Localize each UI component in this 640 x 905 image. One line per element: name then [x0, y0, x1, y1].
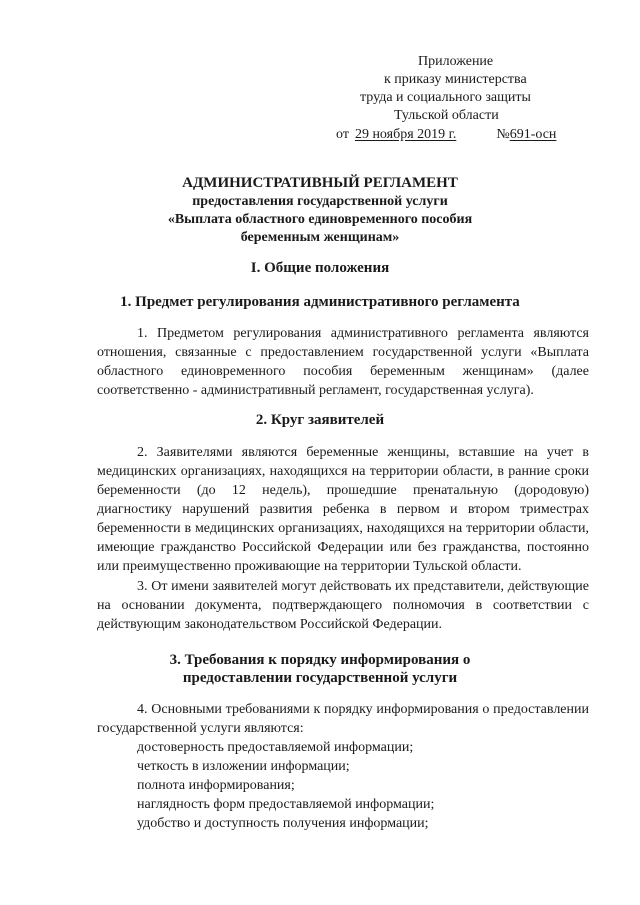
appendix-line-2: к приказу министерства	[384, 72, 527, 87]
appendix-date-line	[330, 126, 590, 144]
order-date: 29 ноября 2019 г.	[354, 127, 457, 142]
subtitle-line-1: предоставления государственной услуги	[192, 194, 448, 209]
paragraph-1	[97, 324, 589, 400]
section-heading-general: I. Общие положения	[250, 260, 390, 276]
date-prefix: от	[336, 127, 349, 142]
subsection-heading-applicants: 2. Круг заявителей	[255, 412, 385, 428]
informing-heading-line-1: 3. Требования к порядку информирования о	[169, 652, 471, 668]
paragraph-3	[97, 577, 589, 634]
list-item: четкость в изложении информации;	[137, 759, 350, 774]
paragraph-4-text: 4. Основными требованиями к порядку информирования о предоставлении государственной услуги являются:	[97, 702, 589, 736]
list-item: полнота информирования;	[137, 778, 295, 793]
appendix-line-4: Тульской области	[394, 108, 499, 123]
document-subtitle	[0, 193, 640, 247]
subsection-heading-subject: 1. Предмет регулирования административного регламента	[120, 294, 520, 310]
number-value: 691-осн	[509, 127, 557, 142]
paragraph-4	[97, 700, 589, 738]
subtitle-line-2: «Выплата областного единовременного пособия	[167, 212, 473, 227]
document-title: АДМИНИСТРАТИВНЫЙ РЕГЛАМЕНТ	[182, 175, 458, 191]
list-item: достоверность предоставляемой информации;	[137, 740, 414, 755]
appendix-line-3: труда и социального защиты	[360, 90, 531, 105]
subsection-heading-informing	[0, 651, 640, 687]
subtitle-line-3: беременным женщинам»	[240, 230, 400, 245]
requirements-list	[137, 738, 434, 833]
paragraph-1-text: 1. Предметом регулирования административного регламента являются отношения, связанные с предоставлением государственной услуги «Выплата областного единовременного пособия беременным женщинам» (далее соответственно - административный регламент, государственная услуга).	[97, 326, 589, 398]
appendix-header	[330, 53, 590, 144]
paragraph-2	[97, 443, 589, 576]
list-item: удобство и доступность получения информации;	[137, 816, 429, 831]
order-number	[496, 127, 556, 142]
paragraph-3-text: 3. От имени заявителей могут действовать их представители, действующие на основании документа, подтверждающего полномочия в соответствии с действующим законодательством Российской Федерации.	[97, 579, 589, 632]
paragraph-2-text: 2. Заявителями являются беременные женщины, вставшие на учет в медицинских организациях, находящихся на территории области, в ранние сроки беременности (до 12 недель), прошедшие пренатальную (дородовую) диагностику нарушений развития ребенка в первом и втором триместрах беременности в медицинских организациях, находящихся на территории области, имеющие гражданство Российской Федерации или без гражданства, постоянно или преимущественно проживающие на территории Тульской области.	[97, 445, 589, 574]
list-item: наглядность форм предоставляемой информации;	[137, 797, 435, 812]
informing-heading-line-2: предоставлении государственной услуги	[182, 670, 458, 686]
appendix-line-1: Приложение	[418, 54, 494, 69]
number-prefix: №	[496, 127, 510, 142]
